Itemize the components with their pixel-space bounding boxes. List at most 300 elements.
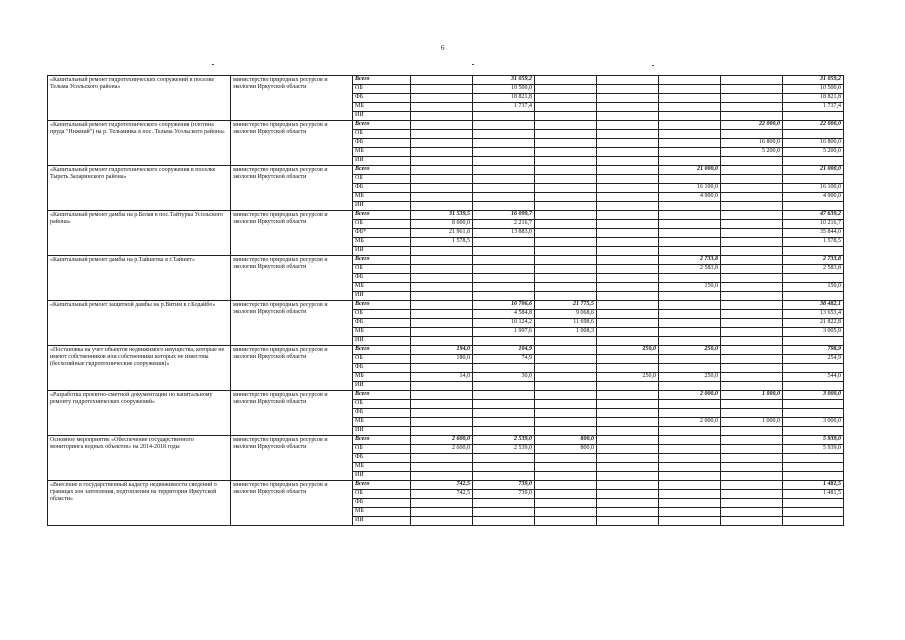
year-amount-cell: [473, 148, 535, 157]
project-description: «Капитальный ремонт дамбы на р.Белая в пос.Тайтурка Усольского района»: [48, 211, 231, 256]
total-amount-cell: 3 000,0: [783, 418, 844, 427]
year-amount-cell: [659, 382, 721, 391]
year-amount-cell: [721, 508, 783, 517]
project-total-row: [48, 436, 844, 445]
funding-source-cell: Всего: [353, 256, 411, 265]
year-amount-cell: 21 775,5: [535, 301, 597, 310]
total-amount-cell: 5 939,0: [783, 445, 844, 454]
year-amount-cell: [597, 256, 659, 265]
total-amount-cell: [783, 157, 844, 166]
year-amount-cell: [597, 463, 659, 472]
year-amount-cell: [597, 265, 659, 274]
year-amount-cell: [597, 166, 659, 175]
project-total-row: [48, 211, 844, 220]
year-amount-cell: 4 900,0: [659, 193, 721, 202]
total-amount-cell: [783, 292, 844, 301]
project-total-row: [48, 301, 844, 310]
year-amount-cell: [597, 382, 659, 391]
year-amount-cell: [535, 103, 597, 112]
year-amount-cell: [659, 490, 721, 499]
year-amount-cell: [597, 472, 659, 481]
total-amount-cell: 3 005,9: [783, 328, 844, 337]
year-amount-cell: [411, 85, 473, 94]
year-amount-cell: 2 000,0: [659, 391, 721, 400]
year-amount-cell: 250,0: [659, 346, 721, 355]
year-amount-cell: [473, 454, 535, 463]
funding-source-cell: ФБ: [353, 94, 411, 103]
total-amount-cell: [783, 112, 844, 121]
year-amount-cell: [473, 184, 535, 193]
year-amount-cell: [411, 148, 473, 157]
year-amount-cell: 150,0: [659, 283, 721, 292]
year-amount-cell: [535, 292, 597, 301]
total-amount-cell: 10 500,0: [783, 85, 844, 94]
year-amount-cell: [473, 418, 535, 427]
year-amount-cell: 31 059,2: [473, 76, 535, 85]
year-amount-cell: [659, 274, 721, 283]
year-amount-cell: [473, 382, 535, 391]
year-amount-cell: [597, 175, 659, 184]
year-amount-cell: [597, 274, 659, 283]
year-amount-cell: [659, 301, 721, 310]
responsible-organization: министерство природных ресурсов и экологии Иркутской области: [231, 436, 353, 481]
year-amount-cell: [659, 409, 721, 418]
year-amount-cell: [411, 472, 473, 481]
year-amount-cell: [721, 499, 783, 508]
total-amount-cell: 544,0: [783, 373, 844, 382]
year-amount-cell: [411, 193, 473, 202]
scan-speck: [652, 65, 654, 66]
total-amount-cell: [783, 517, 844, 526]
year-amount-cell: [411, 157, 473, 166]
year-amount-cell: [411, 283, 473, 292]
year-amount-cell: [659, 157, 721, 166]
year-amount-cell: [473, 166, 535, 175]
year-amount-cell: 2 539,0: [473, 445, 535, 454]
total-amount-cell: 1 481,5: [783, 481, 844, 490]
year-amount-cell: [659, 364, 721, 373]
year-amount-cell: [721, 328, 783, 337]
year-amount-cell: [535, 409, 597, 418]
total-amount-cell: 21 822,8: [783, 319, 844, 328]
year-amount-cell: 74,9: [473, 355, 535, 364]
year-amount-cell: [535, 157, 597, 166]
responsible-organization: министерство природных ресурсов и экологии Иркутской области: [231, 391, 353, 436]
funding-source-cell: ОБ: [353, 265, 411, 274]
year-amount-cell: [721, 265, 783, 274]
funding-source-cell: ИИ: [353, 427, 411, 436]
year-amount-cell: 2 216,7: [473, 220, 535, 229]
year-amount-cell: [659, 229, 721, 238]
year-amount-cell: [411, 364, 473, 373]
year-amount-cell: [721, 130, 783, 139]
year-amount-cell: [535, 382, 597, 391]
year-amount-cell: [659, 499, 721, 508]
year-amount-cell: [535, 211, 597, 220]
year-amount-cell: [659, 454, 721, 463]
year-amount-cell: [597, 319, 659, 328]
year-amount-cell: [659, 472, 721, 481]
year-amount-cell: 2 600,0: [411, 436, 473, 445]
year-amount-cell: 2 000,0: [659, 418, 721, 427]
year-amount-cell: [535, 346, 597, 355]
year-amount-cell: 104,9: [473, 346, 535, 355]
year-amount-cell: [721, 211, 783, 220]
total-amount-cell: 1 737,4: [783, 103, 844, 112]
year-amount-cell: [721, 112, 783, 121]
project-description: «Капитальный ремонт защитной дамбы на р.Витим в г.Бодайбо»: [48, 301, 231, 346]
year-amount-cell: [597, 220, 659, 229]
year-amount-cell: [535, 238, 597, 247]
year-amount-cell: [721, 256, 783, 265]
funding-source-cell: ФБ: [353, 319, 411, 328]
funding-source-cell: ФБ: [353, 274, 411, 283]
year-amount-cell: [535, 130, 597, 139]
year-amount-cell: [411, 508, 473, 517]
year-amount-cell: 18 821,8: [473, 94, 535, 103]
year-amount-cell: 742,5: [411, 481, 473, 490]
year-amount-cell: [411, 256, 473, 265]
year-amount-cell: 800,0: [535, 436, 597, 445]
year-amount-cell: [721, 202, 783, 211]
funding-source-cell: МБ: [353, 283, 411, 292]
funding-source-cell: ФБ: [353, 454, 411, 463]
year-amount-cell: [597, 247, 659, 256]
total-amount-cell: [783, 463, 844, 472]
funding-source-cell: Всего: [353, 166, 411, 175]
year-amount-cell: [473, 463, 535, 472]
total-amount-cell: 47 639,2: [783, 211, 844, 220]
total-amount-cell: 22 000,0: [783, 121, 844, 130]
year-amount-cell: [659, 175, 721, 184]
year-amount-cell: [411, 112, 473, 121]
funding-source-cell: МБ: [353, 193, 411, 202]
total-amount-cell: 10 216,7: [783, 220, 844, 229]
funding-source-cell: ОБ: [353, 445, 411, 454]
year-amount-cell: 1 000,0: [721, 391, 783, 400]
year-amount-cell: 21 961,0: [411, 229, 473, 238]
year-amount-cell: 9 068,6: [535, 310, 597, 319]
year-amount-cell: [411, 121, 473, 130]
project-description: «Постановка на учет объектов недвижимого имущества, которые не имеют собственников или собственники которых не известны (бесхозяйные гидротехнические сооружения)»: [48, 346, 231, 391]
total-amount-cell: 150,0: [783, 283, 844, 292]
year-amount-cell: 31 539,5: [411, 211, 473, 220]
year-amount-cell: [535, 94, 597, 103]
total-amount-cell: [783, 454, 844, 463]
year-amount-cell: [597, 229, 659, 238]
total-amount-cell: [783, 337, 844, 346]
year-amount-cell: [659, 328, 721, 337]
year-amount-cell: [659, 130, 721, 139]
year-amount-cell: [659, 139, 721, 148]
year-amount-cell: [535, 481, 597, 490]
year-amount-cell: 2 583,8: [659, 265, 721, 274]
funding-source-cell: ФБ*: [353, 229, 411, 238]
year-amount-cell: [535, 355, 597, 364]
funding-source-cell: МБ: [353, 328, 411, 337]
total-amount-cell: [783, 427, 844, 436]
year-amount-cell: 10 500,0: [473, 85, 535, 94]
total-amount-cell: [783, 274, 844, 283]
year-amount-cell: [721, 445, 783, 454]
year-amount-cell: 1 008,3: [535, 328, 597, 337]
year-amount-cell: [659, 292, 721, 301]
year-amount-cell: 2 600,0: [411, 445, 473, 454]
year-amount-cell: [721, 301, 783, 310]
year-amount-cell: [535, 490, 597, 499]
funding-source-cell: ФБ: [353, 139, 411, 148]
year-amount-cell: [597, 301, 659, 310]
year-amount-cell: [721, 364, 783, 373]
scan-speck: [472, 64, 474, 65]
year-amount-cell: [597, 283, 659, 292]
year-amount-cell: [411, 400, 473, 409]
year-amount-cell: [597, 238, 659, 247]
page-number: 6: [441, 44, 445, 52]
year-amount-cell: [473, 391, 535, 400]
year-amount-cell: [473, 409, 535, 418]
year-amount-cell: [473, 499, 535, 508]
year-amount-cell: [535, 139, 597, 148]
year-amount-cell: [721, 490, 783, 499]
year-amount-cell: [597, 337, 659, 346]
year-amount-cell: 13 883,0: [473, 229, 535, 238]
year-amount-cell: [473, 202, 535, 211]
year-amount-cell: [597, 112, 659, 121]
project-description: «Разработка проектно-сметной документации по капитальному ремонту гидротехнических сооружений»: [48, 391, 231, 436]
year-amount-cell: [597, 85, 659, 94]
year-amount-cell: [721, 409, 783, 418]
total-amount-cell: [783, 472, 844, 481]
year-amount-cell: [659, 310, 721, 319]
responsible-organization: министерство природных ресурсов и экологии Иркутской области: [231, 481, 353, 526]
year-amount-cell: [473, 274, 535, 283]
total-amount-cell: [783, 508, 844, 517]
year-amount-cell: [597, 193, 659, 202]
year-amount-cell: [721, 463, 783, 472]
year-amount-cell: [473, 364, 535, 373]
total-amount-cell: 35 844,0: [783, 229, 844, 238]
year-amount-cell: [721, 319, 783, 328]
project-total-row: [48, 76, 844, 85]
funding-source-cell: Всего: [353, 211, 411, 220]
year-amount-cell: [473, 517, 535, 526]
total-amount-cell: [783, 409, 844, 418]
year-amount-cell: [597, 148, 659, 157]
year-amount-cell: [721, 454, 783, 463]
total-amount-cell: [783, 400, 844, 409]
year-amount-cell: [659, 436, 721, 445]
total-amount-cell: 31 059,2: [783, 76, 844, 85]
year-amount-cell: 16 100,0: [659, 184, 721, 193]
year-amount-cell: [721, 157, 783, 166]
project-description: «Внесение в государственный кадастр недвижимости сведений о границах зон затопления, подтопления на территории Иркутской области»: [48, 481, 231, 526]
total-amount-cell: 1 578,5: [783, 238, 844, 247]
year-amount-cell: [597, 211, 659, 220]
total-amount-cell: 254,9: [783, 355, 844, 364]
total-amount-cell: 16 100,0: [783, 184, 844, 193]
year-amount-cell: [659, 319, 721, 328]
year-amount-cell: [535, 472, 597, 481]
project-description: «Капитальный ремонт гидротехнического сооружения (плотина пруда "Нижний") на р. Тельминка в пос. Тельма Усольского района»: [48, 121, 231, 166]
year-amount-cell: 1 578,5: [411, 238, 473, 247]
year-amount-cell: [473, 121, 535, 130]
year-amount-cell: [721, 436, 783, 445]
responsible-organization: министерство природных ресурсов и экологии Иркутской области: [231, 121, 353, 166]
total-amount-cell: 4 900,0: [783, 193, 844, 202]
year-amount-cell: [411, 184, 473, 193]
funding-source-cell: ИИ: [353, 112, 411, 121]
year-amount-cell: [411, 94, 473, 103]
funding-source-cell: ИИ: [353, 157, 411, 166]
project-total-row: [48, 391, 844, 400]
year-amount-cell: 1 997,6: [473, 328, 535, 337]
year-amount-cell: [721, 427, 783, 436]
year-amount-cell: [535, 256, 597, 265]
funding-source-cell: ОБ: [353, 175, 411, 184]
funding-source-cell: ФБ: [353, 499, 411, 508]
year-amount-cell: [721, 94, 783, 103]
year-amount-cell: [597, 427, 659, 436]
year-amount-cell: [721, 238, 783, 247]
total-amount-cell: [783, 130, 844, 139]
year-amount-cell: [535, 499, 597, 508]
year-amount-cell: [597, 508, 659, 517]
year-amount-cell: [659, 337, 721, 346]
year-amount-cell: [721, 103, 783, 112]
funding-source-cell: ИИ: [353, 247, 411, 256]
total-amount-cell: 38 482,1: [783, 301, 844, 310]
year-amount-cell: 16 706,6: [473, 301, 535, 310]
year-amount-cell: [535, 76, 597, 85]
year-amount-cell: [659, 148, 721, 157]
year-amount-cell: [535, 508, 597, 517]
year-amount-cell: [721, 517, 783, 526]
year-amount-cell: [473, 247, 535, 256]
total-amount-cell: 5 200,0: [783, 148, 844, 157]
year-amount-cell: [535, 364, 597, 373]
year-amount-cell: [597, 517, 659, 526]
year-amount-cell: 194,0: [411, 346, 473, 355]
year-amount-cell: [721, 337, 783, 346]
year-amount-cell: [473, 139, 535, 148]
year-amount-cell: [597, 184, 659, 193]
total-amount-cell: 2 583,8: [783, 265, 844, 274]
year-amount-cell: [473, 508, 535, 517]
year-amount-cell: 2 539,0: [473, 436, 535, 445]
total-amount-cell: [783, 364, 844, 373]
year-amount-cell: [411, 418, 473, 427]
project-total-row: [48, 166, 844, 175]
year-amount-cell: [721, 220, 783, 229]
year-amount-cell: [473, 283, 535, 292]
year-amount-cell: [473, 256, 535, 265]
funding-source-cell: МБ: [353, 238, 411, 247]
year-amount-cell: [597, 454, 659, 463]
project-total-row: [48, 121, 844, 130]
funding-source-cell: Всего: [353, 301, 411, 310]
project-total-row: [48, 256, 844, 265]
year-amount-cell: [411, 301, 473, 310]
total-amount-cell: 2 733,8: [783, 256, 844, 265]
year-amount-cell: [535, 229, 597, 238]
total-amount-cell: 1 481,5: [783, 490, 844, 499]
funding-source-cell: МБ: [353, 508, 411, 517]
funding-source-cell: Всего: [353, 436, 411, 445]
funding-source-cell: ИИ: [353, 517, 411, 526]
year-amount-cell: [535, 427, 597, 436]
funding-source-cell: МБ: [353, 148, 411, 157]
year-amount-cell: [659, 202, 721, 211]
year-amount-cell: [659, 112, 721, 121]
year-amount-cell: [597, 364, 659, 373]
year-amount-cell: [473, 427, 535, 436]
year-amount-cell: [473, 130, 535, 139]
year-amount-cell: [597, 436, 659, 445]
total-amount-cell: 13 653,4: [783, 310, 844, 319]
year-amount-cell: [473, 238, 535, 247]
year-amount-cell: [659, 400, 721, 409]
responsible-organization: министерство природных ресурсов и экологии Иркутской области: [231, 256, 353, 301]
year-amount-cell: 4 584,8: [473, 310, 535, 319]
year-amount-cell: [473, 292, 535, 301]
funding-source-cell: ОБ: [353, 490, 411, 499]
year-amount-cell: [721, 346, 783, 355]
year-amount-cell: [411, 391, 473, 400]
year-amount-cell: [535, 454, 597, 463]
year-amount-cell: [597, 76, 659, 85]
year-amount-cell: [411, 292, 473, 301]
year-amount-cell: [597, 121, 659, 130]
funding-source-cell: ОБ: [353, 400, 411, 409]
funding-source-cell: ФБ: [353, 364, 411, 373]
year-amount-cell: [597, 202, 659, 211]
funding-table: [47, 75, 844, 526]
year-amount-cell: 2 733,8: [659, 256, 721, 265]
funding-source-cell: ОБ: [353, 85, 411, 94]
year-amount-cell: [721, 355, 783, 364]
year-amount-cell: [721, 373, 783, 382]
year-amount-cell: [597, 481, 659, 490]
funding-source-cell: ИИ: [353, 292, 411, 301]
year-amount-cell: [535, 463, 597, 472]
project-description: Основное мероприятие «Обеспечение государственного мониторинга водных объектов» на 2014-2018 годы: [48, 436, 231, 481]
funding-source-cell: Всего: [353, 346, 411, 355]
total-amount-cell: 16 800,0: [783, 139, 844, 148]
project-total-row: [48, 346, 844, 355]
year-amount-cell: [411, 427, 473, 436]
total-amount-cell: [783, 175, 844, 184]
year-amount-cell: [535, 373, 597, 382]
responsible-organization: министерство природных ресурсов и экологии Иркутской области: [231, 76, 353, 121]
year-amount-cell: [597, 400, 659, 409]
year-amount-cell: [411, 274, 473, 283]
year-amount-cell: [535, 220, 597, 229]
year-amount-cell: [411, 202, 473, 211]
year-amount-cell: [659, 76, 721, 85]
year-amount-cell: [721, 193, 783, 202]
responsible-organization: министерство природных ресурсов и экологии Иркутской области: [231, 166, 353, 211]
year-amount-cell: [597, 409, 659, 418]
year-amount-cell: 14,0: [411, 373, 473, 382]
project-description: «Капитальный ремонт гидротехнического сооружения в поселке Тыреть Заларинского района»: [48, 166, 231, 211]
year-amount-cell: [473, 175, 535, 184]
year-amount-cell: [411, 166, 473, 175]
year-amount-cell: [721, 247, 783, 256]
year-amount-cell: 22 000,0: [721, 121, 783, 130]
year-amount-cell: [535, 148, 597, 157]
year-amount-cell: [659, 121, 721, 130]
